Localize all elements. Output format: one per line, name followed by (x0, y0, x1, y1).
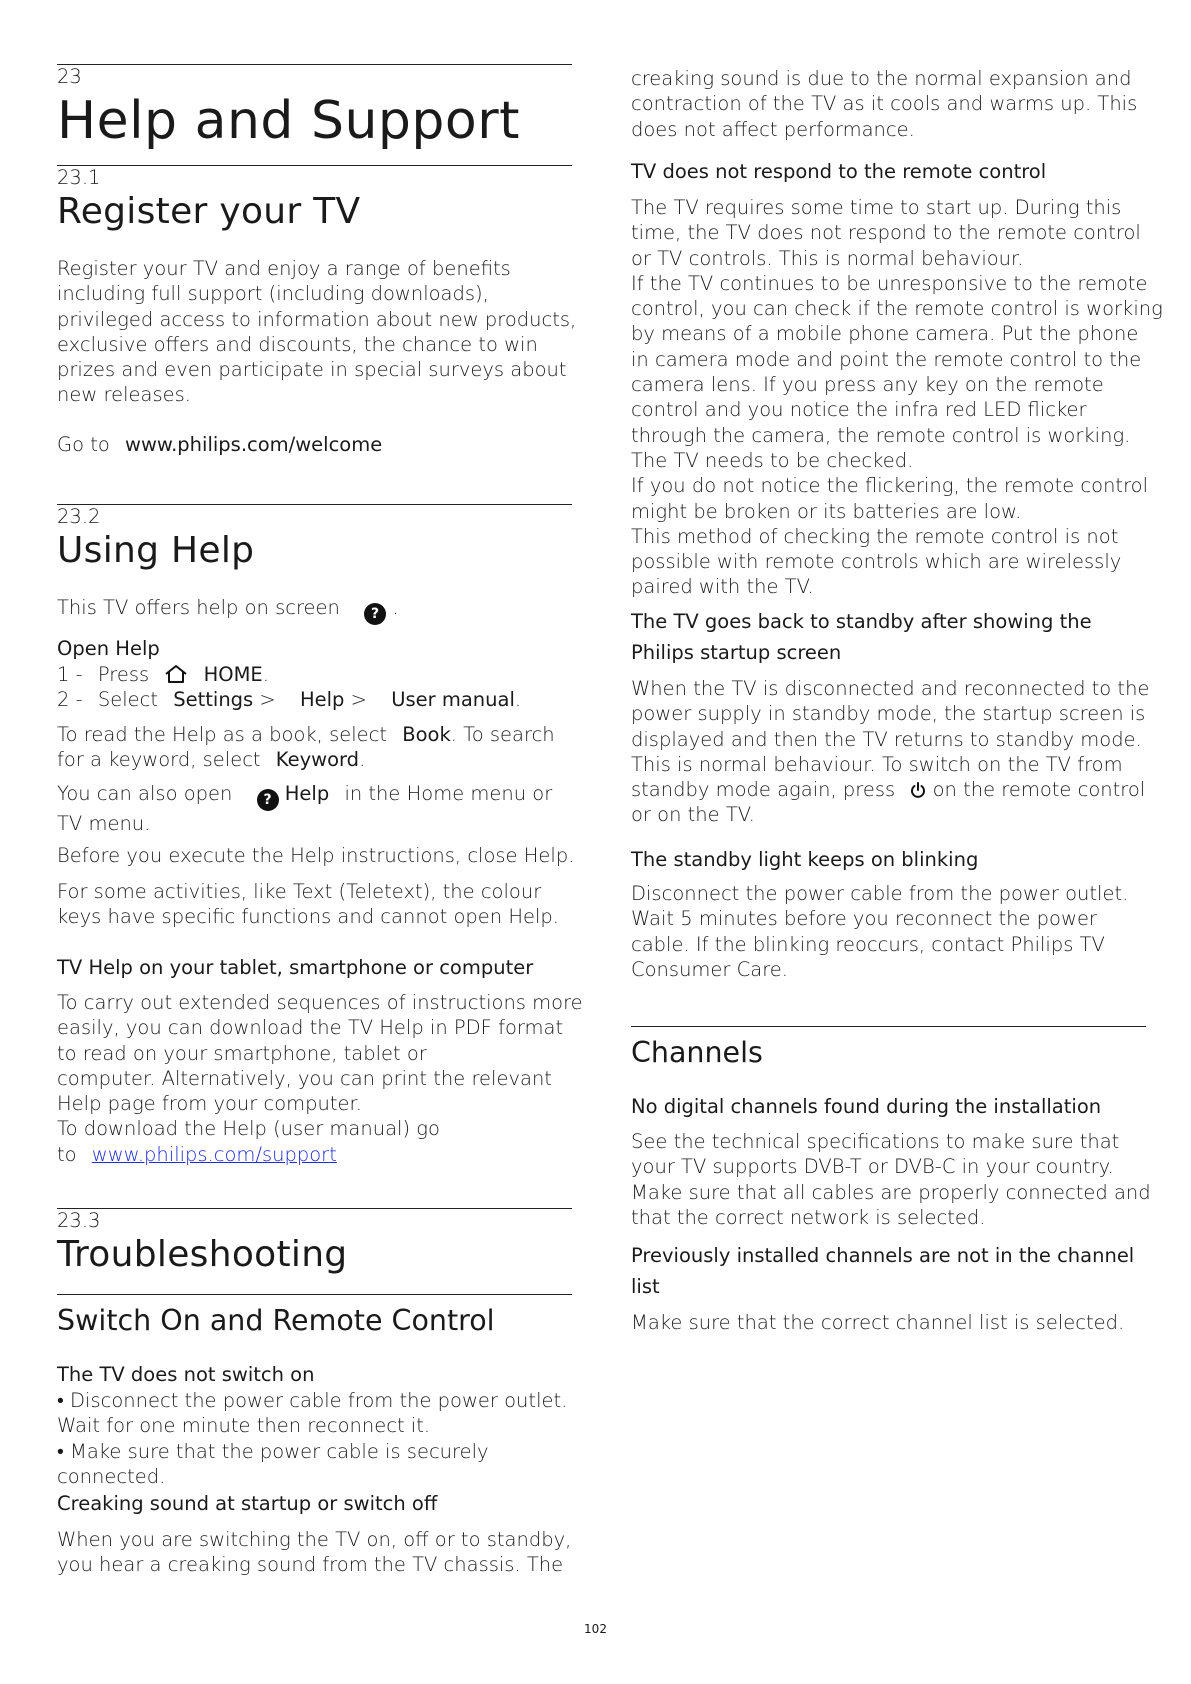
text-line: Help page from your computer. (57, 1092, 362, 1116)
section-rule (57, 1208, 572, 1209)
heading-line: Previously installed channels are not in the channel (631, 1244, 1135, 1267)
home-icon (164, 664, 188, 684)
section-title-troubleshooting: Troubleshooting (57, 1234, 348, 1275)
tablet-body (57, 990, 597, 1167)
text-line (57, 781, 587, 811)
text-line: keys have specific functions and cannot open Help. (57, 905, 559, 929)
section-number: 23.2 (57, 505, 101, 528)
text-line: connected. (57, 1464, 166, 1488)
chapter-number: 23 (57, 65, 82, 88)
keyword-pre: for a keyword, select (57, 748, 261, 772)
blink-heading: The standby light keeps on blinking (631, 848, 979, 871)
step-2-select: Select (97, 688, 159, 711)
creaking-body (57, 1527, 587, 1578)
text-line: to read on your smartphone, tablet or (57, 1041, 427, 1065)
text-line (57, 1142, 597, 1167)
text-line: control, you can check if the remote control is working (631, 297, 1163, 321)
also-post: in the Home menu or (344, 782, 553, 805)
register-body (57, 256, 587, 408)
text-line: This is normal behaviour. To switch on the TV from (631, 752, 1123, 776)
text-line: including full support (including downloads), (57, 282, 489, 306)
power-icon (910, 781, 926, 799)
text-line: exclusive offers and discounts, the chance to win (57, 332, 538, 356)
text-line: or on the TV. (631, 803, 755, 827)
tablet-heading: TV Help on your tablet, smartphone or computer (57, 956, 534, 979)
standby-heading (631, 606, 1171, 668)
creaking-body-continued (631, 66, 1171, 142)
help-label: Help (284, 782, 330, 805)
help-intro (57, 595, 399, 625)
help-intro-text: This TV offers help on screen (57, 596, 340, 619)
text-line: To carry out extended sequences of instructions more (57, 991, 583, 1014)
text-line (57, 722, 587, 747)
text-line: The TV needs to be checked. (631, 448, 914, 472)
step-1 (57, 662, 269, 687)
home-label: HOME (203, 663, 263, 686)
step-number: 1 - (57, 663, 83, 686)
subsection-title-switch-on: Switch On and Remote Control (57, 1304, 495, 1337)
text-line: creaking sound is due to the normal expansion and (631, 67, 1132, 90)
text-line: Wait for one minute then reconnect it. (57, 1414, 431, 1438)
text-line: If the TV continues to be unresponsive to the remote (631, 271, 1148, 295)
text-line: by means of a mobile phone camera. Put the phone (631, 322, 1139, 346)
text-line: in camera mode and point the remote control to the (631, 347, 1142, 371)
text-line: does not affect performance. (631, 117, 915, 141)
step-2-end: . (514, 688, 522, 711)
text-line: For some activities, like Text (Teletext), the colour (57, 880, 542, 903)
remote-body (631, 195, 1176, 600)
section-number: 23.1 (57, 166, 101, 189)
text-line: contraction of the TV as it cools and warms up. This (631, 92, 1138, 116)
section-number: 23.3 (57, 1209, 101, 1232)
step-1-press: Press (97, 663, 150, 686)
text-line: Consumer Care. (631, 957, 788, 981)
step-2 (57, 687, 521, 712)
register-goto (57, 432, 382, 457)
book-label: Book (402, 723, 451, 746)
text-line: computer. Alternatively, you can print the relevant (57, 1066, 552, 1090)
text-line: easily, you can download the TV Help in PDF format (57, 1016, 564, 1040)
step-1-end: . (262, 663, 269, 686)
chapter-title: Help and Support (57, 91, 520, 151)
text-line: TV menu. (57, 812, 151, 835)
text-line: • Make sure that the power cable is securely (57, 1439, 489, 1463)
text-line: privileged access to information about new products, (57, 307, 577, 331)
to-label: to (57, 1142, 77, 1166)
previous-heading (631, 1240, 1176, 1302)
also-pre: You can also open (57, 782, 233, 805)
book-pre: To read the Help as a book, select (57, 723, 388, 746)
help-label: Help (299, 688, 345, 711)
text-line: through the camera, the remote control is working. (631, 423, 1131, 447)
text-line (631, 777, 1176, 802)
heading-line: list (631, 1275, 660, 1298)
heading-line: The TV goes back to standby after showing the (631, 610, 1092, 633)
open-help-heading: Open Help (57, 637, 160, 660)
keyword-label: Keyword (275, 748, 360, 772)
menu-separator: > (259, 688, 276, 711)
text-line: new releases. (57, 383, 191, 407)
text-line: • Disconnect the power cable from the power outlet. (57, 1389, 568, 1412)
no-switch-heading: The TV does not switch on (57, 1363, 315, 1386)
text-line: might be broken or its batteries are low. (631, 499, 1022, 523)
text-line: paired with the TV. (631, 575, 814, 599)
text-line: See the technical specifications to make sure that (631, 1130, 1120, 1153)
section-title-register: Register your TV (57, 191, 361, 232)
text-line: time, the TV does not respond to the remote control (631, 221, 1141, 245)
also-open-paragraph (57, 781, 587, 836)
settings-label: Settings (173, 688, 254, 711)
standby-press-post: on the remote control (932, 778, 1146, 802)
text-line: Disconnect the power cable from the power outlet. (631, 882, 1129, 905)
support-link[interactable]: www.philips.com/support (91, 1142, 337, 1166)
text-line: possible with remote controls which are wirelessly (631, 550, 1122, 574)
text-line: camera lens. If you press any key on the remote (631, 373, 1104, 397)
previous-body: Make sure that the correct channel list is selected. (631, 1311, 1125, 1334)
activities-paragraph (57, 879, 587, 930)
help-question-icon: ? (364, 603, 386, 625)
text-line: control and you notice the infra red LED flicker (631, 398, 1087, 422)
text-line: that the correct network is selected. (631, 1205, 986, 1229)
menu-separator: > (350, 688, 367, 711)
section-title-using-help: Using Help (57, 530, 255, 571)
no-digital-body (631, 1129, 1176, 1230)
text-line: Wait 5 minutes before you reconnect the power (631, 907, 1097, 931)
text-line: The TV requires some time to start up. During this (631, 196, 1122, 219)
section-rule (57, 504, 572, 505)
no-switch-body (57, 1388, 587, 1489)
text-line: If you do not notice the flickering, the remote control (631, 474, 1149, 498)
book-mid: . To search (450, 723, 555, 746)
text-line: This method of checking the remote control is not (631, 524, 1119, 548)
subsection-rule (57, 1294, 572, 1295)
text-line: power supply in standby mode, the startup screen is (631, 702, 1146, 726)
subsection-title-channels: Channels (631, 1036, 763, 1069)
text-line: To download the Help (user manual) go (57, 1117, 440, 1141)
blink-body (631, 881, 1171, 982)
page-number: 102 (584, 1622, 607, 1636)
user-manual-label: User manual (391, 688, 515, 711)
step-number: 2 - (57, 688, 83, 711)
text-line: your TV supports DVB-T or DVB-C in your country. (631, 1155, 1114, 1179)
text-line: Make sure that all cables are properly connected and (631, 1180, 1151, 1204)
text-line: displayed and then the TV returns to standby mode. (631, 727, 1142, 751)
no-digital-heading: No digital channels found during the installation (631, 1095, 1102, 1118)
text-line: you hear a creaking sound from the TV chassis. The (57, 1553, 564, 1577)
book-paragraph (57, 722, 587, 773)
help-question-icon: ? (257, 789, 279, 811)
creaking-heading: Creaking sound at startup or switch off (57, 1492, 438, 1515)
goto-label: Go to (57, 433, 110, 456)
text-line: prizes and even participate in special surveys about (57, 358, 567, 382)
before-text: Before you execute the Help instructions, close Help. (57, 844, 575, 867)
chapter-rule (57, 64, 572, 65)
standby-press-pre: standby mode again, press (631, 778, 896, 802)
register-url: www.philips.com/welcome (125, 433, 383, 456)
text-line: or TV controls. This is normal behaviour. (631, 246, 1024, 270)
text-line: Register your TV and enjoy a range of benefits (57, 257, 511, 280)
heading-line: Philips startup screen (631, 641, 842, 664)
standby-body (631, 676, 1176, 828)
help-intro-end: . (392, 596, 399, 619)
text-line: When you are switching the TV on, off or to standby, (57, 1528, 572, 1551)
keyword-end: . (359, 748, 366, 772)
section-rule (57, 165, 572, 166)
text-line: cable. If the blinking reoccurs, contact Philips TV (631, 932, 1105, 956)
text-line (57, 747, 587, 772)
remote-heading: TV does not respond to the remote control (631, 160, 1047, 183)
subsection-rule (631, 1026, 1146, 1027)
text-line: When the TV is disconnected and reconnected to the (631, 677, 1150, 700)
